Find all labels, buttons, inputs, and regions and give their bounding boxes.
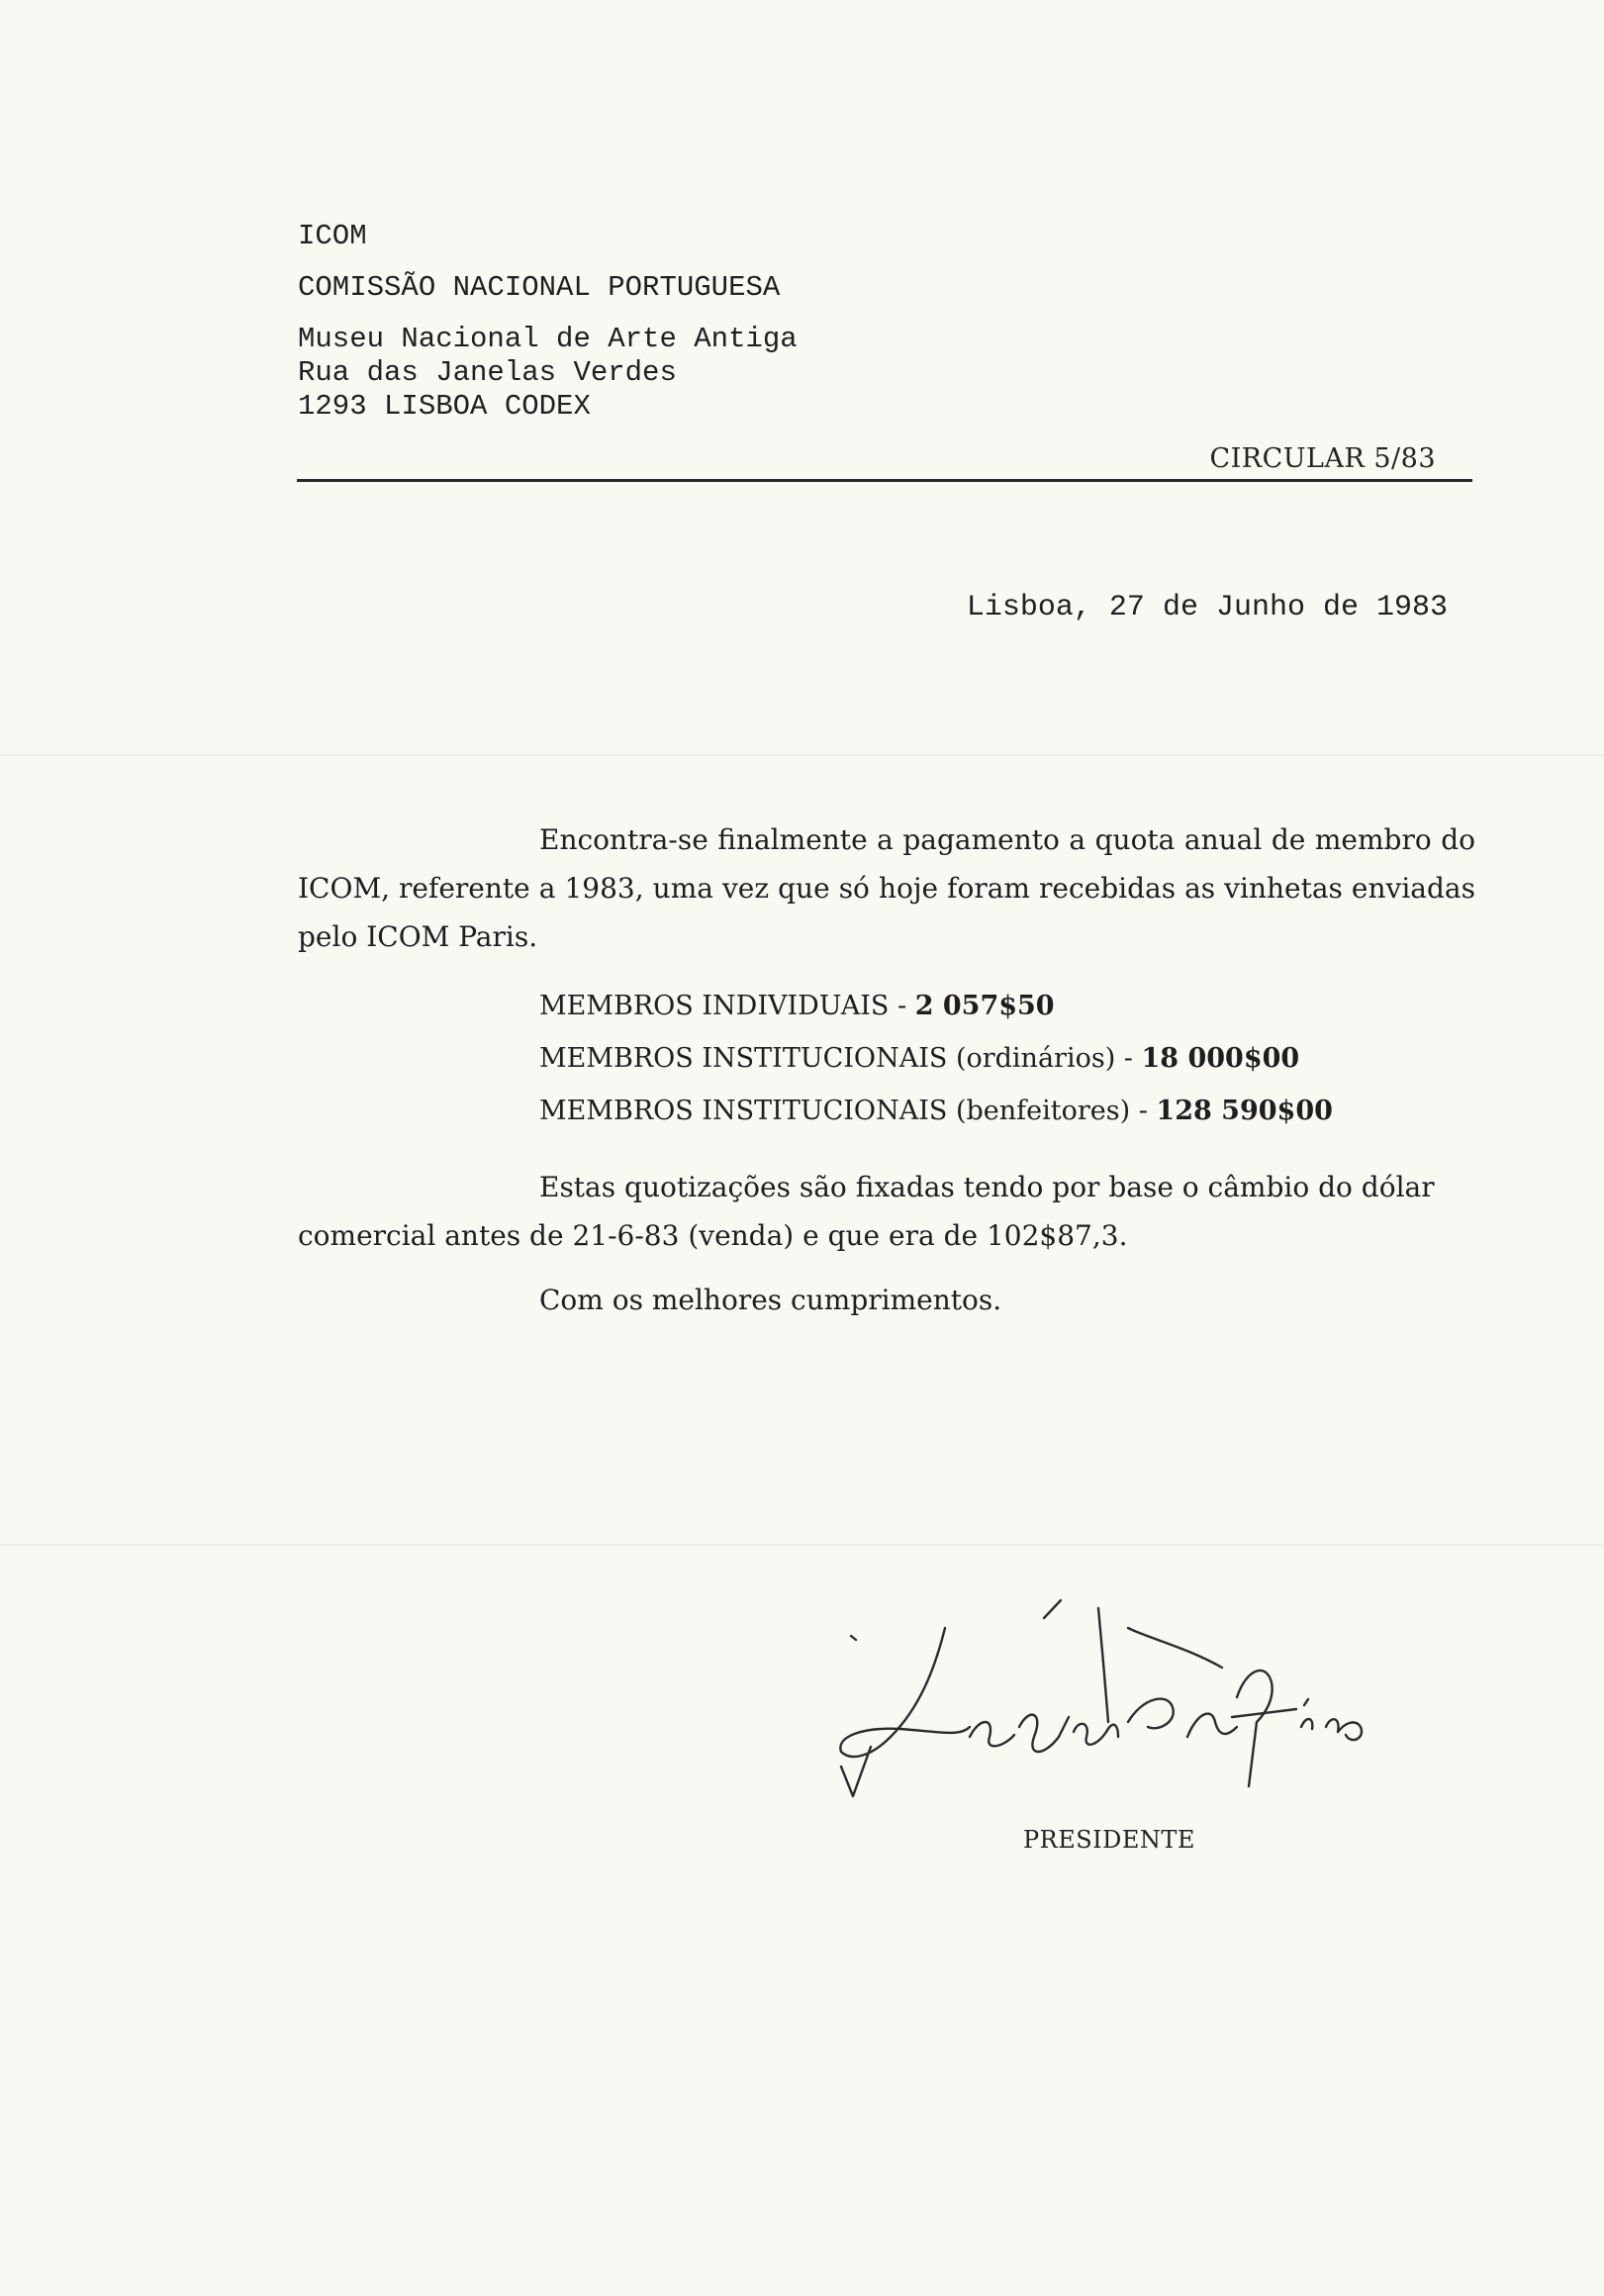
fee-row [539, 980, 1333, 1032]
handwritten-signature [831, 1588, 1445, 1826]
fee-amount: 18 000$00 [1141, 1043, 1300, 1074]
commission-name: COMISSÃO NACIONAL PORTUGUESA [298, 271, 781, 304]
fee-label: MEMBROS INSTITUCIONAIS (ordinários) - [539, 1043, 1142, 1074]
body-paragraph-2 [298, 1163, 1475, 1260]
address-line: Museu Nacional de Arte Antiga [298, 323, 798, 355]
fee-amount: 2 057$50 [914, 991, 1055, 1021]
fee-label: MEMBROS INDIVIDUAIS - [539, 991, 915, 1021]
organization-name: ICOM [298, 220, 367, 252]
address-line: Rua das Janelas Verdes [298, 356, 677, 389]
address-line: 1293 LISBOA CODEX [298, 390, 591, 423]
fee-row [539, 1085, 1333, 1137]
fee-label: MEMBROS INSTITUCIONAIS (benfeitores) - [539, 1096, 1157, 1126]
header-rule [297, 479, 1472, 482]
paragraph-text: Encontra-se finalmente a pagamento a quota anual de membro do ICOM, referente a 1983, uma vez que só hoje foram recebidas as vinhetas enviadas pelo ICOM Paris. [298, 823, 1475, 953]
fee-list [539, 980, 1333, 1137]
body-paragraph-1 [298, 815, 1475, 961]
paper-fold-line [0, 754, 1604, 756]
signatory-title: PRESIDENTE [1023, 1826, 1195, 1854]
fee-amount: 128 590$00 [1156, 1096, 1333, 1126]
circular-reference: CIRCULAR 5/83 [1209, 443, 1436, 474]
letterhead [298, 220, 798, 424]
fee-row [539, 1032, 1333, 1085]
letter-date: Lisboa, 27 de Junho de 1983 [966, 591, 1448, 624]
paragraph-text: Estas quotizações são fixadas tendo por base o câmbio do dólar comercial antes de 21-6-83 (venda) e que era de 102$87,3. [298, 1171, 1435, 1252]
closing-line: Com os melhores cumprimentos. [539, 1284, 1002, 1316]
paper-fold-line [0, 1544, 1604, 1546]
